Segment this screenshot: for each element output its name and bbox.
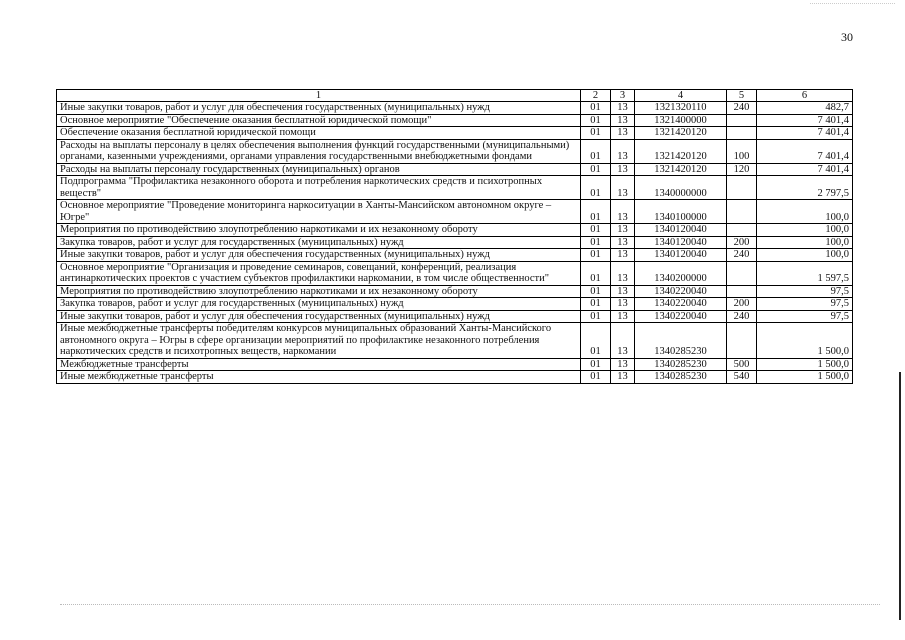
row-section-cell: 01	[581, 261, 611, 285]
table-row	[57, 358, 853, 371]
row-subsection-cell: 13	[611, 249, 635, 262]
row-name-cell: Расходы на выплаты персоналу в целях обеспечения выполнения функций государственными (муниципальными) органами, казенными учреждениями, органами управления государственными внебюджетными фондами	[57, 139, 581, 163]
row-name-cell: Иные межбюджетные трансферты	[57, 371, 581, 384]
row-amount-cell: 1 597,5	[757, 261, 853, 285]
row-name-cell: Мероприятия по противодействию злоупотреблению наркотиками и их незаконному обороту	[57, 285, 581, 298]
row-name-cell: Закупка товаров, работ и услуг для государственных (муниципальных) нужд	[57, 298, 581, 311]
row-subsection-cell: 13	[611, 298, 635, 311]
row-section-cell: 01	[581, 127, 611, 140]
column-header: 1	[57, 90, 581, 102]
row-target-article-cell: 1340120040	[635, 249, 727, 262]
row-section-cell: 01	[581, 310, 611, 323]
row-subsection-cell: 13	[611, 236, 635, 249]
table-row	[57, 163, 853, 176]
row-section-cell: 01	[581, 200, 611, 224]
table-row	[57, 298, 853, 311]
row-subsection-cell: 13	[611, 323, 635, 359]
row-name-cell: Иные закупки товаров, работ и услуг для обеспечения государственных (муниципальных) нужд	[57, 102, 581, 115]
table-row	[57, 236, 853, 249]
row-target-article-cell: 1321320110	[635, 102, 727, 115]
row-target-article-cell: 1321420120	[635, 139, 727, 163]
row-target-article-cell: 1340220040	[635, 310, 727, 323]
row-expense-type-cell: 100	[727, 139, 757, 163]
table-row	[57, 139, 853, 163]
row-expense-type-cell: 240	[727, 310, 757, 323]
row-target-article-cell: 1340220040	[635, 298, 727, 311]
row-section-cell: 01	[581, 358, 611, 371]
table-row	[57, 127, 853, 140]
row-expense-type-cell	[727, 127, 757, 140]
table-row	[57, 310, 853, 323]
row-name-cell: Основное мероприятие "Обеспечение оказания бесплатной юридической помощи"	[57, 114, 581, 127]
table-row	[57, 114, 853, 127]
row-section-cell: 01	[581, 139, 611, 163]
row-section-cell: 01	[581, 176, 611, 200]
row-target-article-cell: 1321420120	[635, 127, 727, 140]
row-name-cell: Закупка товаров, работ и услуг для государственных (муниципальных) нужд	[57, 236, 581, 249]
row-subsection-cell: 13	[611, 139, 635, 163]
table-row	[57, 249, 853, 262]
table-body	[57, 102, 853, 384]
row-target-article-cell: 1321420120	[635, 163, 727, 176]
row-expense-type-cell: 240	[727, 102, 757, 115]
row-amount-cell: 97,5	[757, 298, 853, 311]
row-amount-cell: 100,0	[757, 249, 853, 262]
row-subsection-cell: 13	[611, 358, 635, 371]
row-name-cell: Иные закупки товаров, работ и услуг для обеспечения государственных (муниципальных) нужд	[57, 310, 581, 323]
row-expense-type-cell: 240	[727, 249, 757, 262]
table-row	[57, 102, 853, 115]
row-section-cell: 01	[581, 114, 611, 127]
table-row	[57, 200, 853, 224]
row-expense-type-cell: 200	[727, 298, 757, 311]
row-section-cell: 01	[581, 236, 611, 249]
row-target-article-cell: 1340120040	[635, 236, 727, 249]
row-expense-type-cell: 120	[727, 163, 757, 176]
table-row	[57, 224, 853, 237]
row-name-cell: Основное мероприятие "Организация и проведение семинаров, совещаний, конференций, реализация антинаркотических проектов с участием субъектов профилактики наркомании, в том числе общественности"	[57, 261, 581, 285]
row-subsection-cell: 13	[611, 224, 635, 237]
row-name-cell: Подпрограмма "Профилактика незаконного оборота и потребления наркотических средств и психотропных веществ"	[57, 176, 581, 200]
row-expense-type-cell	[727, 261, 757, 285]
row-subsection-cell: 13	[611, 261, 635, 285]
row-expense-type-cell	[727, 323, 757, 359]
row-name-cell: Основное мероприятие "Проведение мониторинга наркоситуации в Ханты-Мансийском автономном округе – Югре"	[57, 200, 581, 224]
row-subsection-cell: 13	[611, 285, 635, 298]
row-section-cell: 01	[581, 163, 611, 176]
row-expense-type-cell: 540	[727, 371, 757, 384]
row-target-article-cell: 1340285230	[635, 323, 727, 359]
table-row	[57, 261, 853, 285]
row-amount-cell: 1 500,0	[757, 323, 853, 359]
row-amount-cell: 7 401,4	[757, 163, 853, 176]
column-header: 4	[635, 90, 727, 102]
row-target-article-cell: 1340220040	[635, 285, 727, 298]
row-expense-type-cell: 200	[727, 236, 757, 249]
table-header-row	[57, 90, 853, 102]
row-amount-cell: 100,0	[757, 200, 853, 224]
row-name-cell: Мероприятия по противодействию злоупотреблению наркотиками и их незаконному обороту	[57, 224, 581, 237]
row-section-cell: 01	[581, 102, 611, 115]
row-name-cell: Иные закупки товаров, работ и услуг для обеспечения государственных (муниципальных) нужд	[57, 249, 581, 262]
row-amount-cell: 97,5	[757, 310, 853, 323]
row-subsection-cell: 13	[611, 200, 635, 224]
row-subsection-cell: 13	[611, 114, 635, 127]
row-name-cell: Иные межбюджетные трансферты победителям конкурсов муниципальных образований Ханты-Мансийского автономного округа – Югры в сфере организации мероприятий по профилактике незаконного потребления наркотических средств и психотропных веществ, наркомании	[57, 323, 581, 359]
row-subsection-cell: 13	[611, 127, 635, 140]
row-name-cell: Расходы на выплаты персоналу государственных (муниципальных) органов	[57, 163, 581, 176]
row-section-cell: 01	[581, 298, 611, 311]
table-row	[57, 285, 853, 298]
row-expense-type-cell	[727, 114, 757, 127]
row-name-cell: Межбюджетные трансферты	[57, 358, 581, 371]
row-expense-type-cell	[727, 285, 757, 298]
row-target-article-cell: 1340285230	[635, 371, 727, 384]
row-subsection-cell: 13	[611, 371, 635, 384]
row-amount-cell: 2 797,5	[757, 176, 853, 200]
row-amount-cell: 482,7	[757, 102, 853, 115]
row-subsection-cell: 13	[611, 102, 635, 115]
column-header: 6	[757, 90, 853, 102]
scan-margin-line	[899, 372, 901, 620]
scan-noise-top	[810, 3, 895, 5]
row-expense-type-cell	[727, 200, 757, 224]
column-header: 2	[581, 90, 611, 102]
row-amount-cell: 1 500,0	[757, 371, 853, 384]
budget-table	[56, 89, 853, 384]
row-target-article-cell: 1340200000	[635, 261, 727, 285]
row-section-cell: 01	[581, 371, 611, 384]
row-subsection-cell: 13	[611, 310, 635, 323]
row-amount-cell: 100,0	[757, 224, 853, 237]
row-expense-type-cell	[727, 176, 757, 200]
row-amount-cell: 1 500,0	[757, 358, 853, 371]
row-subsection-cell: 13	[611, 176, 635, 200]
column-header: 3	[611, 90, 635, 102]
row-section-cell: 01	[581, 224, 611, 237]
row-target-article-cell: 1340000000	[635, 176, 727, 200]
row-section-cell: 01	[581, 285, 611, 298]
table-row	[57, 371, 853, 384]
row-amount-cell: 7 401,4	[757, 114, 853, 127]
table-row	[57, 176, 853, 200]
table-row	[57, 323, 853, 359]
row-expense-type-cell	[727, 224, 757, 237]
row-target-article-cell: 1340285230	[635, 358, 727, 371]
scan-noise-bottom	[60, 604, 880, 606]
row-subsection-cell: 13	[611, 163, 635, 176]
row-amount-cell: 97,5	[757, 285, 853, 298]
row-section-cell: 01	[581, 249, 611, 262]
row-amount-cell: 7 401,4	[757, 127, 853, 140]
row-section-cell: 01	[581, 323, 611, 359]
row-expense-type-cell: 500	[727, 358, 757, 371]
page-number: 30	[841, 30, 853, 44]
row-amount-cell: 7 401,4	[757, 139, 853, 163]
row-target-article-cell: 1340100000	[635, 200, 727, 224]
column-header: 5	[727, 90, 757, 102]
row-name-cell: Обеспечение оказания бесплатной юридической помощи	[57, 127, 581, 140]
row-target-article-cell: 1340120040	[635, 224, 727, 237]
row-amount-cell: 100,0	[757, 236, 853, 249]
row-target-article-cell: 1321400000	[635, 114, 727, 127]
